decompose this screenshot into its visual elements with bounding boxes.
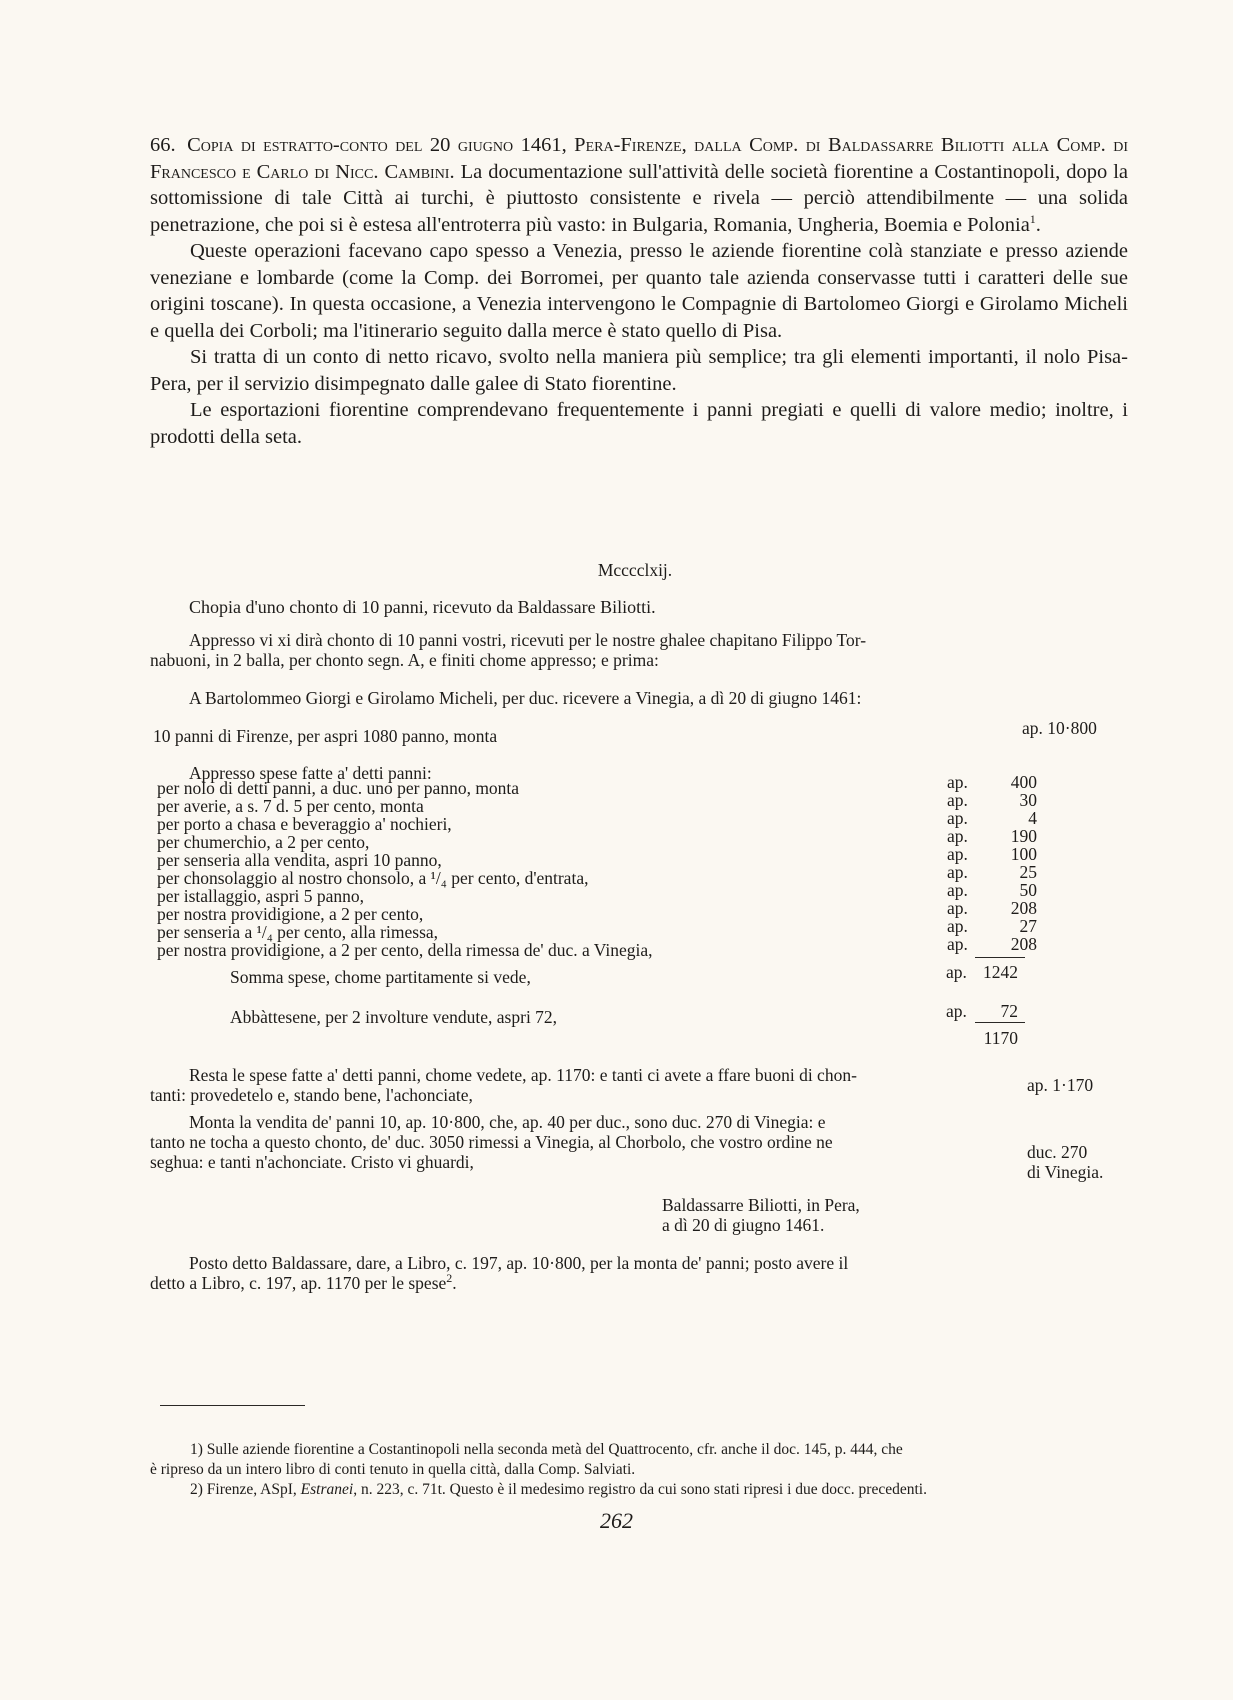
intro-text-1: La documentazione sull'attività delle società fiorentine a Costantinopoli, dopo la sottomissione di tale Città ai turchi, è piuttosto consistente e rivela — perciò attendibilmente — una solida penetrazione, che poi si è estesa all'entroterra più vasto: in Bulgaria, Romania, Ungheria, Boemia e Polonia (150, 160, 1128, 236)
monta-line-2: tanto ne tocha a questo chonto, de' duc. 3050 rimessi a Vinegia, al Chorbolo, che vostro ordine ne (150, 1132, 833, 1152)
expense-row (157, 844, 1037, 870)
expense-value: 25 (1019, 862, 1037, 882)
expense-row (157, 808, 1037, 834)
expense-unit: ap. (947, 790, 968, 810)
document-year: Mcccclxij. (597, 560, 673, 580)
expense-row (157, 826, 1037, 852)
expense-unit: ap. (947, 808, 968, 828)
intro-paragraph-2: Queste operazioni facevano capo spesso a Venezia, presso le aziende fiorentine colà stanziate e presso aziende veneziane e lombarde (come la Comp. dei Borromei, per quanto tale azienda conservasse tutti i caratteri delle sue origini toscane). In questa occasione, a Venezia intervengono le Compagnie di Bartolomeo Giorgi e Girolamo Micheli e quella dei Corboli; ma l'itinerario seguito dalla merce è stato quello di Pisa. (150, 240, 1128, 342)
footnote-2-italic: Estranei (300, 1481, 354, 1498)
signature-line-2: a dì 20 di giugno 1461. (662, 1215, 825, 1235)
monta-amount-1: duc. 270 (1027, 1142, 1088, 1162)
footnote-ref-1[interactable]: 1 (1029, 211, 1036, 226)
expense-description: per senseria a ¹/₄ per cento, alla rimessa, (157, 922, 439, 942)
expense-value: 30 (1019, 790, 1037, 810)
expense-value: 190 (1010, 826, 1037, 846)
expense-description: per chonsolaggio al nostro chonsolo, a ¹/₄ per cento, d'entrata, (157, 868, 589, 888)
resta-line-2: tanti: provedetelo e, stando bene, l'achonciate, (150, 1085, 473, 1105)
expense-row (157, 790, 1037, 816)
resta-line-1: Resta le spese fatte a' detti panni, chome vedete, ap. 1170: e tanti ci avete a ffare buoni di chon- (189, 1065, 857, 1085)
expense-value: 100 (1010, 844, 1037, 864)
resta-amount: ap. 1·170 (1027, 1075, 1094, 1095)
intro-paragraph-4: Le esportazioni fiorentine comprendevano frequentemente i panni pregiati e quelli di valore medio; inoltre, i prodotti della seta. (150, 399, 1128, 448)
expenses-header: Appresso spese fatte a' detti panni: (189, 763, 432, 783)
expense-value: 4 (1028, 808, 1037, 828)
somma-label: Somma spese, chome partitamente si vede, (230, 967, 531, 987)
footnote-1 (150, 1440, 1128, 1460)
expense-value: 400 (1010, 772, 1037, 792)
expense-description: per nostra providigione, a 2 per cento, della rimessa de' duc. a Vinegia, (157, 940, 653, 960)
monta-line-1: Monta la vendita de' panni 10, ap. 10·800, che, ap. 40 per duc., sono duc. 270 di Vinegia: e (189, 1112, 826, 1132)
posto-text: detto a Libro, c. 197, ap. 1170 per le spese (150, 1273, 447, 1293)
footnote-separator (160, 1405, 305, 1406)
signature-line-1: Baldassarre Biliotti, in Pera, (662, 1195, 860, 1215)
posto-line-1: Posto detto Baldassare, dare, a Libro, c. 197, ap. 10·800, per la monta de' panni; posto avere il (189, 1253, 849, 1273)
expense-row (157, 862, 1037, 888)
somma-unit: ap. (946, 962, 967, 982)
expense-description: per nolo di detti panni, a duc. uno per panno, monta (157, 778, 520, 798)
expense-unit: ap. (947, 844, 968, 864)
expense-unit: ap. (947, 898, 968, 918)
footnote-2 (150, 1480, 1128, 1500)
expense-row (157, 934, 1037, 960)
footnotes (150, 1440, 1128, 1500)
monta-amount-2: di Vinegia. (1027, 1162, 1104, 1182)
expense-description: per averie, a s. 7 d. 5 per cento, monta (157, 796, 424, 816)
monta-line-3: seghua: e tanti n'achonciate. Cristo vi ghuardi, (150, 1152, 474, 1172)
expense-unit: ap. (947, 772, 968, 792)
expense-row (157, 880, 1037, 906)
sum-rule (975, 957, 1025, 958)
expense-row (157, 916, 1037, 942)
somma-value: 1242 (983, 962, 1018, 982)
document-title: Chopia d'uno chonto di 10 panni, ricevuto da Baldassare Biliotti. (189, 597, 656, 617)
recipient-line: A Bartolommeo Giorgi e Girolamo Micheli, per duc. ricevere a Vinegia, a dì 20 di giugno 1461: (189, 688, 862, 708)
expense-unit: ap. (947, 862, 968, 882)
footnote-2-rest: , n. 223, c. 71t. Questo è il medesimo registro da cui sono stati ripresi i due docc. precedenti. (353, 1481, 927, 1498)
expense-unit: ap. (947, 826, 968, 846)
abbattesene-value: 72 (1000, 1001, 1018, 1021)
expense-value: 27 (1019, 916, 1037, 936)
opening-line-2: nabuoni, in 2 balla, per chonto segn. A, e finiti chome appresso; e prima: (150, 650, 659, 670)
footnote-ref-2[interactable]: 2 (446, 1271, 453, 1286)
expense-description: per senseria alla vendita, aspri 10 panno, (157, 850, 442, 870)
footnote-2-marker: 2) (190, 1481, 203, 1498)
net-rule (975, 1022, 1025, 1023)
expense-unit: ap. (947, 934, 968, 954)
expense-description: per nostra providigione, a 2 per cento, (157, 904, 424, 924)
expense-value: 50 (1019, 880, 1037, 900)
footnote-1-marker: 1) (190, 1441, 203, 1458)
panni-line: 10 panni di Firenze, per aspri 1080 panno, monta (153, 726, 498, 746)
expense-description: per istallaggio, aspri 5 panno, (157, 886, 365, 906)
footnote-1-line-1: Sulle aziende fiorentine a Costantinopoli nella seconda metà del Quattrocento, cfr. anche il doc. 145, p. 444, che (206, 1441, 903, 1458)
abbattesene-unit: ap. (946, 1001, 967, 1021)
introduction (150, 132, 1128, 450)
expense-value: 208 (1010, 898, 1037, 918)
footnote-1-continued: è ripreso da un intero libro di conti tenuto in quella città, dalla Comp. Salviati. (150, 1461, 636, 1478)
expense-unit: ap. (947, 880, 968, 900)
panni-amount: ap. 10·800 (1022, 718, 1097, 738)
expense-description: per porto a chasa e beveraggio a' nochieri, (157, 814, 452, 834)
document-number: 66. (150, 134, 176, 156)
abbattesene-label: Abbàttesene, per 2 involture vendute, aspri 72, (230, 1007, 558, 1027)
expense-row (157, 898, 1037, 924)
expense-description: per chumerchio, a 2 per cento, (157, 832, 370, 852)
intro-paragraph-3: Si tratta di un conto di netto ricavo, svolto nella maniera più semplice; tra gli elementi importanti, il nolo Pisa-Pera, per il servizio disimpegnato dalle galee di Stato fiorentine. (150, 346, 1128, 395)
expense-value: 208 (1010, 934, 1037, 954)
opening-line-1: Appresso vi xi dirà chonto di 10 panni vostri, ricevuti per le nostre ghalee chapitano Filippo Tor- (189, 630, 867, 650)
expense-unit: ap. (947, 916, 968, 936)
posto-line-2: detto a Libro, c. 197, ap. 1170 per le spese$^2$. (150, 1271, 457, 1293)
net-value: 1170 (983, 1028, 1018, 1048)
document-heading: Copia di estratto-conto del 20 giugno 1461, Pera-Firenze, dalla Comp. di Baldassarre Biliotti alla Comp. di Francesco e Carlo di Nicc. Cambini. (150, 134, 1128, 183)
page-number: 262 (600, 1508, 633, 1533)
intro-paragraph-1: 66. Copia di estratto-conto del 20 giugno 1461, Pera-Firenze, dalla Comp. di Baldassarre Biliotti alla Comp. di Francesco e Carlo di Nicc. Cambini. La documentazione sull'attività delle società fiorentine a Costantinopoli, dopo la sottomissione di tale Città ai turchi, è piuttosto consistente e rivela — perciò attendibilmente — una solida penetrazione, che poi si è estesa all'entroterra più vasto: in Bulgaria, Romania, Ungheria, Boemia e Polonia$^1$. (150, 134, 1128, 236)
footnote-2-text: Firenze, ASpI, (206, 1481, 297, 1498)
